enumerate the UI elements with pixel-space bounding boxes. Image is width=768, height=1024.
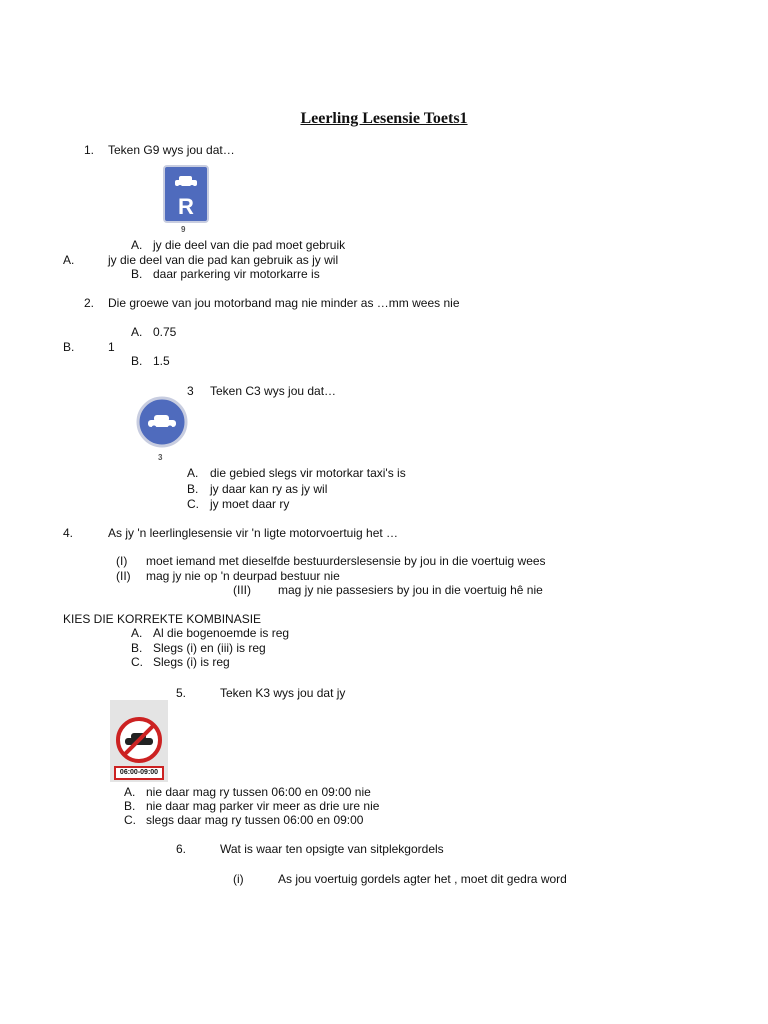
option-label: C. [124,813,136,827]
sign-time-text: 06:00-09:00 [119,769,159,776]
question-3-number: 3 [187,384,194,398]
option-label: B. [131,641,143,655]
option-text: daar parkering vir motorkarre is [153,267,320,281]
statement-label: (I) [116,554,128,568]
statement-text: mag jy nie passesiers by jou in die voertuig hê nie [278,583,543,597]
question-4-text: As jy 'n leerlinglesensie vir 'n ligte motorvoertuig het … [108,526,399,540]
option-text: jy die deel van die pad kan gebruik as jy wil [108,253,339,267]
car-icon [136,396,188,448]
question-2-text: Die groewe van jou motorband mag nie minder as …mm wees nie [108,296,460,310]
option-text: Slegs (i) is reg [153,655,230,669]
sign-letter: R [178,194,194,219]
option-label: A. [131,626,143,640]
option-label: C. [187,497,199,511]
question-5-number: 5. [176,686,187,700]
sign-k3-no-entry [110,700,168,782]
question-5-text: Teken K3 wys jou dat jy [220,686,346,700]
question-2-number: 2. [84,296,95,310]
option-label: B. [63,340,75,354]
option-text: nie daar mag ry tussen 06:00 en 09:00 nie [146,785,371,799]
sign-caption: 9 [181,225,186,234]
option-label: A. [131,325,143,339]
option-label: A. [124,785,136,799]
statement-label: (II) [116,569,131,583]
statement-label: (III) [233,583,251,597]
option-text: 0.75 [153,325,177,339]
question-6-number: 6. [176,842,187,856]
option-label: A. [63,253,75,267]
statement-text: mag jy nie op 'n deurpad bestuur nie [146,569,340,583]
option-text: Slegs (i) en (iii) is reg [153,641,266,655]
option-text: 1.5 [153,354,170,368]
option-label: C. [131,655,143,669]
option-label: B. [131,267,143,281]
statement-text: As jou voertuig gordels agter het , moet dit gedra word [278,872,567,886]
option-text: die gebied slegs vir motorkar taxi's is [210,466,406,480]
car-icon [165,167,207,221]
sign-caption: 3 [158,453,163,462]
document-title: Leerling Lesensie Toets1 [300,110,468,127]
option-label: B. [124,799,136,813]
option-label: A. [187,466,199,480]
question-1-text: Teken G9 wys jou dat… [108,143,235,157]
question-3-text: Teken C3 wys jou dat… [210,384,337,398]
question-4-number: 4. [63,526,74,540]
option-text: 1 [108,340,115,354]
option-text: jy die deel van die pad moet gebruik [153,238,346,252]
option-text: jy daar kan ry as jy wil [210,482,328,496]
statement-label: (i) [233,872,244,886]
option-text: jy moet daar ry [210,497,290,511]
statement-text: moet iemand met dieselfde bestuurderslesensie by jou in die voertuig wees [146,554,546,568]
option-label: B. [187,482,199,496]
question-1-number: 1. [84,143,95,157]
option-label: B. [131,354,143,368]
option-text: nie daar mag parker vir meer as drie ure nie [146,799,380,813]
sign-g9-parking [163,165,209,223]
sign-c3-circle [136,396,188,448]
option-text: Al die bogenoemde is reg [153,626,290,640]
option-text: slegs daar mag ry tussen 06:00 en 09:00 [146,813,364,827]
option-label: A. [131,238,143,252]
instruction-text: KIES DIE KORREKTE KOMBINASIE [63,612,262,626]
question-6-text: Wat is waar ten opsigte van sitplekgordels [220,842,444,856]
